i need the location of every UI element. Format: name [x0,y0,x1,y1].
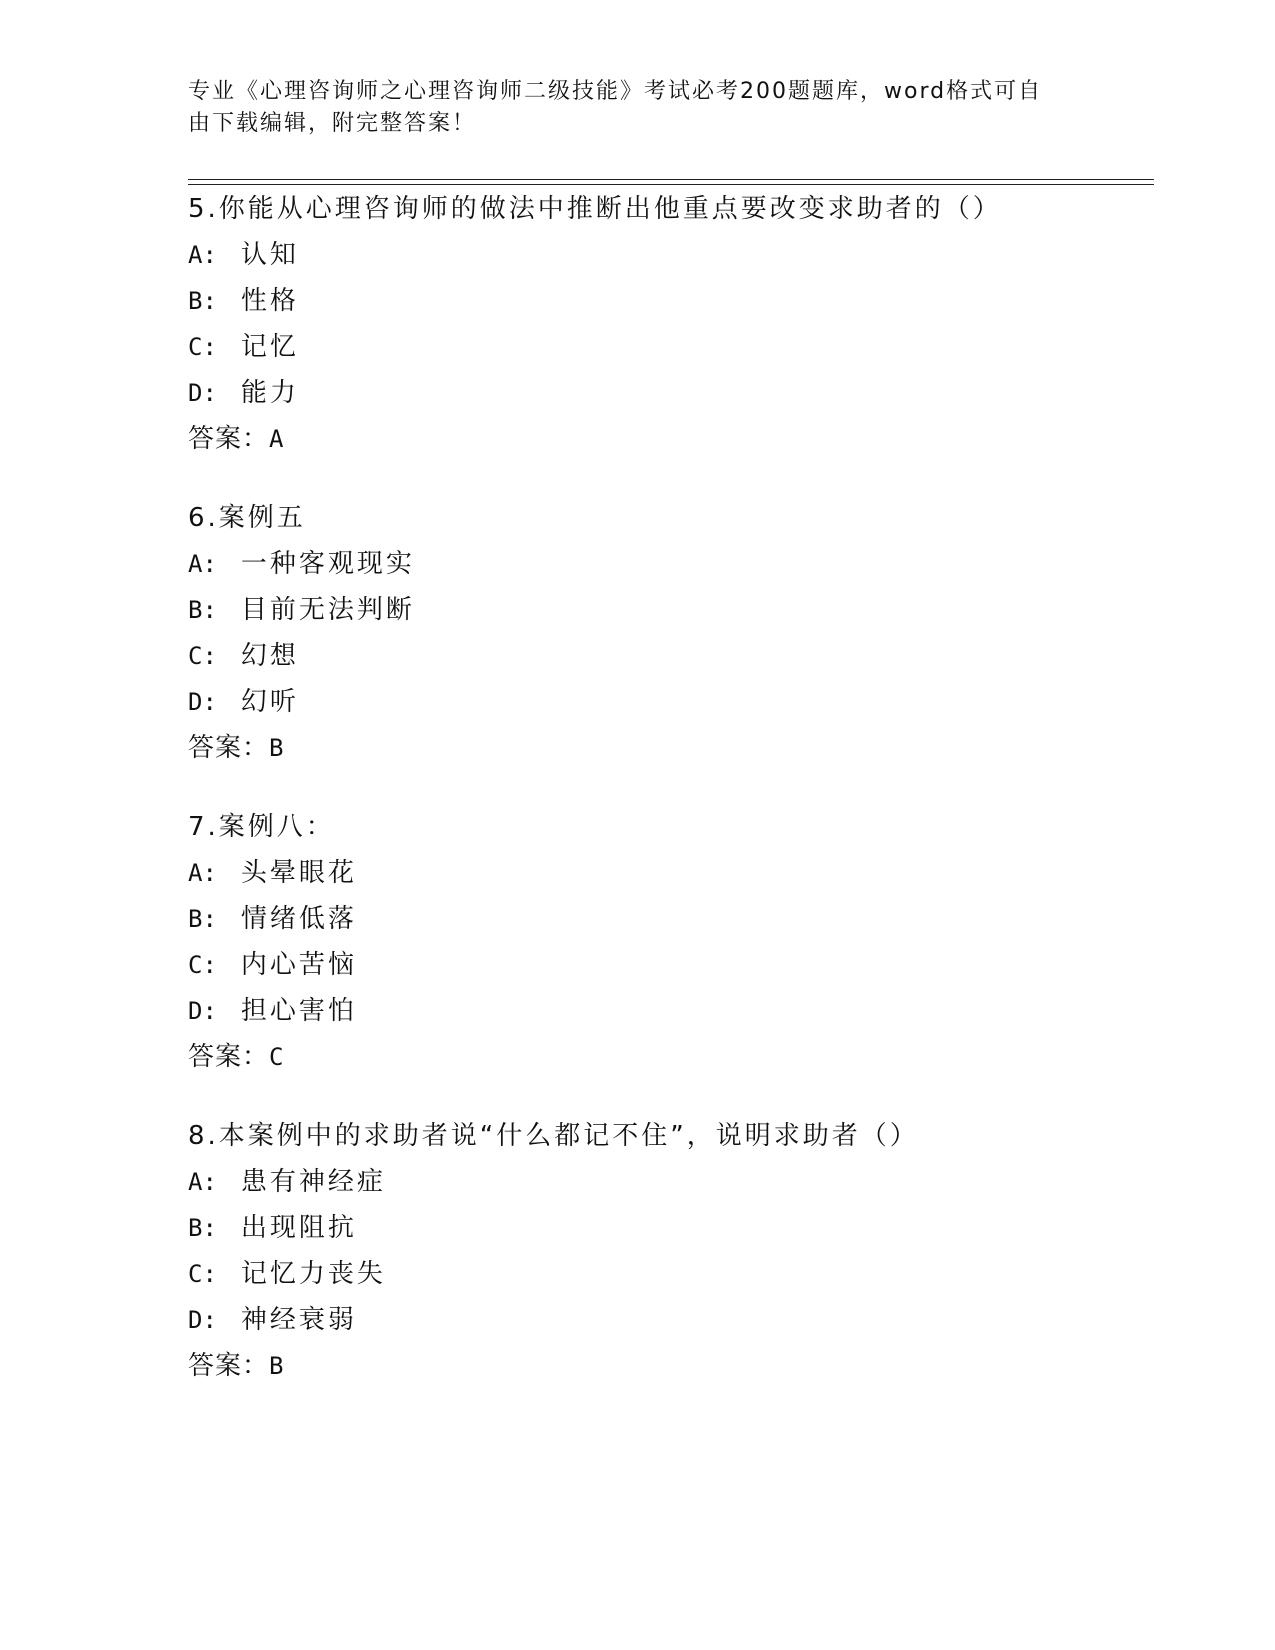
option-text: 认知 [240,240,299,270]
question-title: 5.你能从心理咨询师的做法中推断出他重点要改变求助者的（） [188,194,1002,224]
option-a [188,232,1148,278]
option-d [188,679,1148,725]
option-key: C: [188,1260,217,1288]
answer-label: 答案： [188,424,270,454]
document-header [188,76,1068,140]
option-b [188,278,1148,324]
option-a [188,850,1148,896]
answer-label: 答案： [188,1042,270,1072]
option-text: 性格 [240,286,299,316]
option-c [188,633,1148,679]
option-text: 担心害怕 [240,996,357,1026]
option-key: C: [188,951,217,979]
answer-value: C [269,1043,285,1071]
answer-line [188,416,1148,462]
option-key: D: [188,1306,217,1334]
answer-label: 答案： [188,733,270,763]
option-text: 能力 [240,378,299,408]
question-block [188,804,1148,1080]
option-text: 记忆力丧失 [240,1259,386,1289]
option-key: B: [188,287,217,315]
option-c [188,324,1148,370]
option-text: 情绪低落 [240,904,357,934]
option-text: 患有神经症 [240,1167,386,1197]
question-block [188,495,1148,771]
option-a [188,1159,1148,1205]
option-key: A: [188,859,217,887]
option-text: 出现阻抗 [240,1213,357,1243]
option-text: 幻听 [240,687,299,717]
header-divider-top [188,179,1154,180]
option-text: 头晕眼花 [240,858,357,888]
question-title: 6.案例五 [188,503,306,533]
option-c [188,1251,1148,1297]
option-key: D: [188,379,217,407]
option-key: D: [188,688,217,716]
option-text: 一种客观现实 [240,549,415,579]
option-c [188,942,1148,988]
option-key: D: [188,997,217,1025]
answer-line [188,1034,1148,1080]
option-key: B: [188,1214,217,1242]
option-text: 记忆 [240,332,299,362]
answer-line [188,725,1148,771]
option-key: C: [188,333,217,361]
question-title: 7.案例八： [188,812,335,842]
option-b [188,896,1148,942]
option-text: 神经衰弱 [240,1305,357,1335]
option-key: A: [188,550,217,578]
option-key: B: [188,596,217,624]
option-text: 目前无法判断 [240,595,415,625]
option-key: A: [188,241,217,269]
answer-label: 答案： [188,1351,270,1381]
option-b [188,1205,1148,1251]
question-block [188,186,1148,462]
option-text: 幻想 [240,641,299,671]
option-text: 内心苦恼 [240,950,357,980]
option-d [188,988,1148,1034]
option-key: C: [188,642,217,670]
answer-value: B [269,734,285,762]
option-a [188,541,1148,587]
option-b [188,587,1148,633]
question-title: 8.本案例中的求助者说“什么都记不住”，说明求助者（） [188,1121,919,1151]
option-d [188,370,1148,416]
answer-value: A [269,425,285,453]
header-line-1: 专业《心理咨询师之心理咨询师二级技能》考试必考200题题库，word格式可自 [188,79,1043,104]
header-divider-bottom [188,184,1154,185]
header-line-2: 由下载编辑，附完整答案！ [188,111,477,136]
option-key: A: [188,1168,217,1196]
answer-value: B [269,1352,285,1380]
answer-line [188,1343,1148,1389]
option-key: B: [188,905,217,933]
question-block [188,1113,1148,1389]
option-d [188,1297,1148,1343]
